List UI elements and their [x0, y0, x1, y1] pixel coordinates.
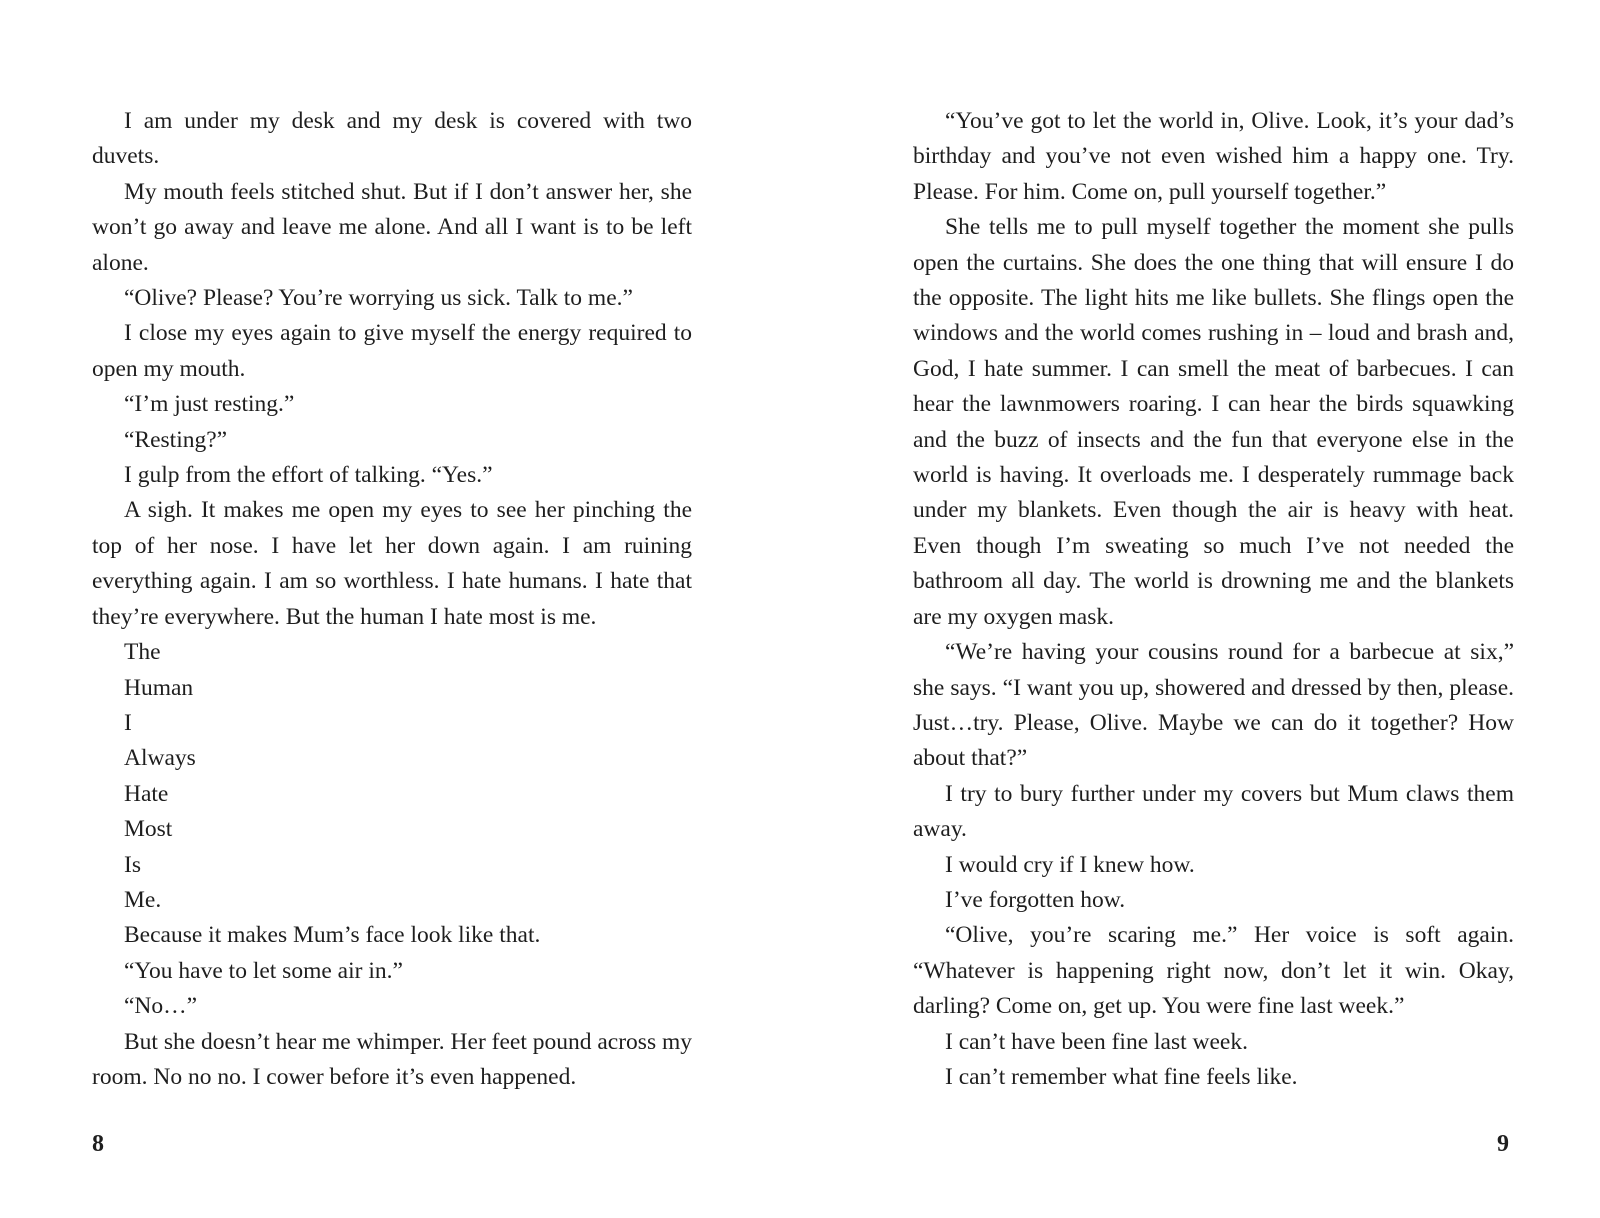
- paragraph: Because it makes Mum’s face look like that.: [124, 922, 541, 949]
- left-page-text: [92, 104, 692, 1095]
- poem-line: The: [124, 639, 161, 666]
- paragraph: “No…”: [124, 993, 198, 1020]
- paragraph: “I’m just resting.”: [124, 391, 295, 418]
- paragraph: “Olive? Please? You’re worrying us sick. Talk to me.”: [124, 285, 633, 312]
- right-page-text: [913, 104, 1514, 1095]
- paragraph: “You’ve got to let the world in, Olive. Look, it’s your dad’s birthday and you’ve not even wished him a happy one. Try. Please. For him. Come on, pull yourself together.”: [913, 108, 1514, 205]
- paragraph: I would cry if I knew how.: [945, 851, 1195, 878]
- paragraph: I am under my desk and my desk is covered with two duvets.: [92, 108, 692, 170]
- paragraph: “We’re having your cousins round for a barbecue at six,” she says. “I want you up, showered and dressed by then, please. Just…try. Please, Olive. Maybe we can do it together? How about that?”: [913, 639, 1514, 772]
- paragraph: I can’t remember what fine feels like.: [945, 1063, 1298, 1090]
- paragraph: “Olive, you’re scaring me.” Her voice is soft again. “Whatever is happening right now, don’t let it win. Okay, darling? Come on, get up. You were fine last week.”: [913, 922, 1514, 1020]
- poem-line: Always: [124, 745, 196, 772]
- page-number-right: 9: [1497, 1131, 1509, 1157]
- paragraph: She tells me to pull myself together the moment she pulls open the curtains. She does the one thing that will ensure I do the opposite. The light hits me like bullets. She flings open the windows and the world comes rushing in – loud and brash and, God, I hate summer. I can smell the meat of barbecues. I can hear the lawnmowers roaring. I can hear the birds squawking and the buzz of insects and the fun that everyone else in the world is having. It overloads me. I desperately rummage back under my blankets. Even though the air is heavy with heat. Even though I’m sweating so much I’ve not needed the bathroom all day. The world is drowning me and the blankets are my oxygen mask.: [913, 214, 1514, 630]
- paragraph: I’ve forgotten how.: [945, 886, 1126, 913]
- poem-line: Is: [124, 851, 141, 878]
- paragraph: My mouth feels stitched shut. But if I don’t answer her, she won’t go away and leave me alone. And all I want is to be left alone.: [92, 178, 692, 276]
- poem-line: Human: [124, 674, 194, 701]
- paragraph: I try to bury further under my covers but Mum claws them away.: [913, 780, 1514, 843]
- poem-line: Me.: [124, 886, 162, 913]
- paragraph: I gulp from the effort of talking. “Yes.”: [124, 462, 493, 489]
- paragraph: “Resting?”: [124, 426, 228, 453]
- poem-line: Hate: [124, 780, 169, 807]
- poem-line: Most: [124, 816, 173, 843]
- paragraph: A sigh. It makes me open my eyes to see her pinching the top of her nose. I have let her down again. I am ruining everything again. I am so worthless. I hate humans. I hate that they’re everywhere. But the human I hate most is me.: [92, 497, 692, 630]
- paragraph: But she doesn’t hear me whimper. Her feet pound across my room. No no no. I cower before it’s even happened.: [92, 1028, 692, 1090]
- page-number-left: 8: [92, 1131, 104, 1157]
- paragraph: I can’t have been fine last week.: [945, 1028, 1248, 1055]
- poem-line: I: [124, 709, 132, 736]
- paragraph: I close my eyes again to give myself the energy required to open my mouth.: [92, 320, 692, 382]
- paragraph: “You have to let some air in.”: [124, 957, 403, 984]
